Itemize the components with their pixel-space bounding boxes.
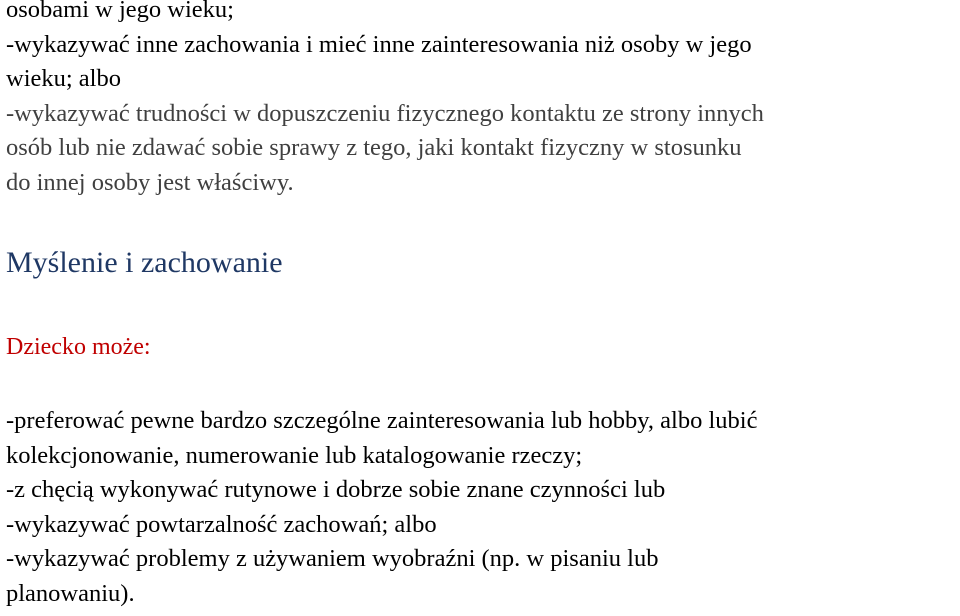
text-line: kolekcjonowanie, numerowanie lub katalogowanie rzeczy; — [6, 441, 583, 469]
text-line: -preferować pewne bardzo szczególne zainteresowania lub hobby, albo lubić — [6, 407, 758, 434]
text-line: osobami w jego wieku; — [6, 0, 234, 23]
text-line: wieku; albo — [6, 65, 121, 92]
text-line: planowaniu). — [6, 579, 135, 607]
text-line: -wykazywać trudności w dopuszczeniu fizycznego kontaktu ze strony innych — [6, 99, 764, 127]
text-line: do innej osoby jest właściwy. — [6, 168, 294, 196]
section-heading: Myślenie i zachowanie — [6, 246, 283, 279]
text-line: -wykazywać problemy z używaniem wyobraźni (np. w pisaniu lub — [6, 545, 659, 572]
text-line: -wykazywać powtarzalność zachowań; albo — [6, 510, 437, 538]
body-text-block — [6, 404, 956, 611]
intro-text-block — [6, 0, 956, 200]
text-line: -wykazywać inne zachowania i mieć inne zainteresowania niż osoby w jego — [6, 30, 752, 58]
section-subheading: Dziecko może: — [6, 334, 151, 360]
text-line: -z chęcią wykonywać rutynowe i dobrze sobie znane czynności lub — [6, 476, 666, 503]
text-line: osób lub nie zdawać sobie sprawy z tego, jaki kontakt fizyczny w stosunku — [6, 134, 742, 161]
